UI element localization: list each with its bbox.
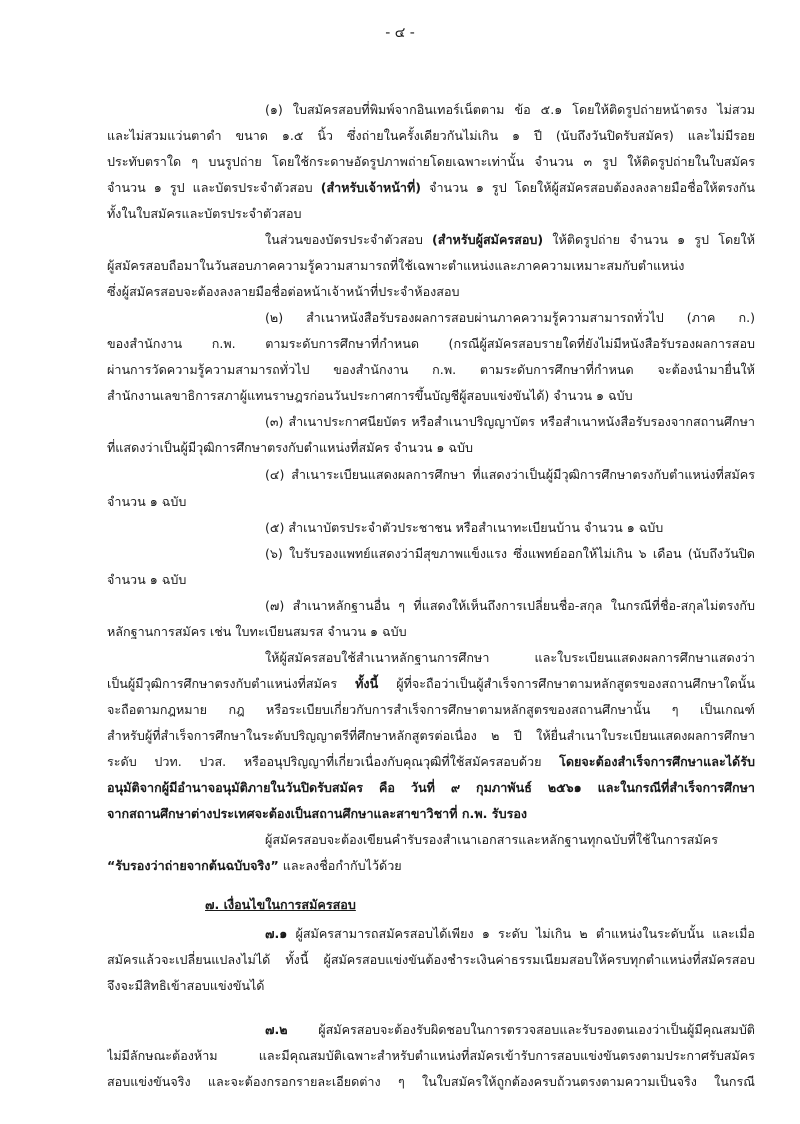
text-segment: (๔) สำเนาระเบียนแสดงผลการศึกษา ที่แสดงว่าเป็นผู้มีวุฒิการศึกษาตรงกับตำแหน่งที่สมัคร — [265, 467, 755, 482]
text-segment: (๒) สำเนาหนังสือรับรองผลการสอบผ่านภาคความรู้ความสามารถทั่วไป (ภาค ก.) — [265, 310, 755, 325]
text-segment: เป็นผู้มีวุฒิการศึกษาตรงกับตำแหน่งที่สมัคร — [107, 676, 356, 691]
text-line — [107, 622, 755, 642]
text-segment: จะถือตามกฎหมาย กฎ หรือระเบียบเกี่ยวกับการสำเร็จการศึกษาตามหลักสูตรของสถานศึกษานั้น ๆ เป็นเกณฑ์ — [107, 702, 755, 717]
bold-text: โดยจะต้องสำเร็จการศึกษาและได้รับ — [559, 754, 755, 769]
text-segment: จึงจะมีสิทธิเข้าสอบแข่งขันได้ — [107, 978, 265, 993]
bold-text: จากสถานศึกษาต่างประเทศจะต้องเป็นสถานศึกษาและสาขาวิชาที่ ก.พ. รับรอง — [107, 806, 528, 821]
text-segment: ทั้งในใบสมัครและบัตรประจำตัวสอบ — [107, 206, 302, 221]
text-segment: หลักฐานการสมัคร เช่น ใบทะเบียนสมรส จำนวน ๑ ฉบับ — [107, 624, 407, 639]
text-line — [107, 700, 755, 720]
text-segment: ผู้สมัครสอบถือมาในวันสอบภาคความรู้ความสามารถที่ใช้เฉพาะตำแหน่งและภาคความเหมาะสมกับตำแหน่ง — [107, 258, 685, 273]
text-line — [107, 178, 755, 198]
text-segment: ของสำนักงาน ก.พ. ตามระดับการศึกษาที่กำหนด (กรณีผู้สมัครสอบรายใดที่ยังไม่มีหนังสือรับรองผลการสอบ — [107, 336, 755, 351]
text-line — [107, 778, 755, 798]
text-segment: ประทับตราใด ๆ บนรูปถ่าย โดยใช้กระดาษอัดรูปภาพถ่ายโดยเฉพาะเท่านั้น จำนวน ๓ รูป ให้ติดรูปถ่ายในใบสมัคร — [107, 154, 755, 169]
heading-underline-text: ๗. เงื่อนไขในการสมัครสอบ — [205, 897, 356, 912]
text-line — [107, 438, 755, 458]
text-segment: ผู้สมัครสอบจะต้องรับผิดชอบในการตรวจสอบและรับรองตนเองว่าเป็นผู้มีคุณสมบัติ — [318, 1022, 755, 1037]
text-line — [107, 360, 755, 380]
text-segment: ในส่วนของบัตรประจำตัวสอบ — [265, 232, 433, 247]
text-segment: ไม่มีลักษณะต้องห้าม และมีคุณสมบัติเฉพาะสำหรับตำแหน่งที่สมัครเข้ารับการสอบแข่งขันตรงตามประกาศรับสมัคร — [107, 1048, 755, 1063]
text-line — [107, 950, 755, 970]
text-segment: จำนวน ๑ ฉบับ — [107, 572, 187, 587]
text-segment: (๑) ใบสมัครสอบที่พิมพ์จากอินเทอร์เน็ตตาม ข้อ ๕.๑ โดยให้ติดรูปถ่ายหน้าตรง ไม่สวม — [265, 102, 755, 117]
text-segment: สมัครแล้วจะเปลี่ยนแปลงไม่ได้ ทั้งนี้ ผู้สมัครสอบแข่งขันต้องชำระเงินค่าธรรมเนียมสอบให้ครบทุกตำแหน่งที่สมัครสอบ — [107, 952, 755, 967]
text-line — [265, 596, 755, 616]
text-segment: ผู้สมัครสามารถสมัครสอบได้เพียง ๑ ระดับ ไม่เกิน ๒ ตำแหน่งในระดับนั้น และเมื่อ — [287, 926, 755, 941]
text-segment: (๖) ใบรับรองแพทย์แสดงว่ามีสุขภาพแข็งแรง ซึ่งแพทย์ออกให้ไม่เกิน ๖ เดือน (นับถึงวันปิด — [265, 546, 755, 561]
bold-text: (สำหรับผู้สมัครสอบ) — [432, 232, 544, 247]
text-line — [107, 204, 755, 224]
text-segment: ซึ่งผู้สมัครสอบจะต้องลงลายมือชื่อต่อหน้าเจ้าหน้าที่ประจำห้องสอบ — [107, 284, 460, 299]
text-line — [265, 830, 755, 850]
text-line — [265, 518, 755, 538]
text-line — [107, 492, 755, 512]
text-line — [107, 152, 755, 172]
text-line — [265, 544, 755, 564]
text-segment: ให้ผู้สมัครสอบใช้สำเนาหลักฐานการศึกษา และใบระเบียนแสดงผลการศึกษาแสดงว่า — [265, 650, 755, 665]
text-segment: ผ่านการวัดความรู้ความสามารถทั่วไป ของสำนักงาน ก.พ. ตามระดับการศึกษาที่กำหนด จะต้องนำมายื่นให้ — [107, 362, 755, 377]
text-segment: (๗) สำเนาหลักฐานอื่น ๆ ที่แสดงให้เห็นถึงการเปลี่ยนชื่อ-สกุล ในกรณีที่ชื่อ-สกุลไม่ตรงกับ — [265, 598, 755, 613]
text-line — [107, 256, 755, 276]
text-line — [265, 1020, 755, 1040]
text-segment: ผู้ที่จะถือว่าเป็นผู้สำเร็จการศึกษาตามหลักสูตรของสถานศึกษาใดนั้น — [378, 676, 755, 691]
text-line — [265, 412, 755, 432]
text-line — [107, 752, 755, 772]
text-line — [107, 976, 755, 996]
text-segment: สำหรับผู้ที่สำเร็จการศึกษาในระดับปริญญาตรีที่ศึกษาหลักสูตรต่อเนื่อง ๒ ปี ให้ยื่นสำเนาใบระเบียนแสดงผลการศึกษา — [107, 728, 755, 743]
text-line — [265, 100, 755, 120]
text-line — [107, 674, 755, 694]
text-line — [265, 924, 755, 944]
text-segment: จำนวน ๑ รูป โดยให้ผู้สมัครสอบต้องลงลายมือชื่อให้ตรงกัน — [421, 180, 755, 195]
text-line — [107, 856, 755, 876]
bold-text: ๗.๑ — [265, 926, 288, 941]
text-segment: จำนวน ๑ รูป และบัตรประจำตัวสอบ — [107, 180, 321, 195]
text-line — [265, 465, 755, 485]
text-line — [107, 804, 755, 824]
page-number: - ๔ - — [385, 25, 415, 41]
text-line — [107, 126, 755, 146]
text-line — [265, 230, 755, 250]
text-line — [265, 308, 755, 328]
bold-text: อนุมัติจากผู้มีอำนาจอนุมัติภายในวันปิดรับสมัคร คือ วันที่ ๙ กุมภาพันธ์ ๒๕๖๑ และในกรณีที่สำเร็จการศึกษา — [107, 780, 755, 795]
text-line — [265, 648, 755, 668]
text-line — [107, 1072, 755, 1092]
text-line — [107, 334, 755, 354]
text-segment: ผู้สมัครสอบจะต้องเขียนคำรับรองสำเนาเอกสารและหลักฐานทุกฉบับที่ใช้ในการสมัคร — [265, 832, 718, 847]
bold-text: ๗.๒ — [265, 1022, 288, 1037]
text-line — [107, 726, 755, 746]
bold-text: (สำหรับเจ้าหน้าที่) — [320, 180, 422, 195]
text-segment: และไม่สวมแว่นตาดำ ขนาด ๑.๕ นิ้ว ซึ่งถ่ายในครั้งเดียวกันไม่เกิน ๑ ปี (นับถึงวันปิดรับสมัคร) และไม่มีรอย — [107, 128, 755, 143]
text-segment: สำนักงานเลขาธิการสภาผู้แทนราษฎรก่อนวันประกาศการขึ้นบัญชีผู้สอบแข่งขันได้) จำนวน ๑ ฉบับ — [107, 388, 633, 403]
text-segment: สอบแข่งขันจริง และจะต้องกรอกรายละเอียดต่าง ๆ ในใบสมัครให้ถูกต้องครบถ้วนตรงตามความเป็นจริง ในกรณี — [107, 1074, 755, 1089]
heading-text — [205, 897, 356, 912]
text-segment: (๓) สำเนาประกาศนียบัตร หรือสำเนาปริญญาบัตร หรือสำเนาหนังสือรับรองจากสถานศึกษา — [265, 414, 755, 429]
text-segment: ที่แสดงว่าเป็นผู้มีวุฒิการศึกษาตรงกับตำแหน่งที่สมัคร จำนวน ๑ ฉบับ — [107, 440, 473, 455]
text-segment: ระดับ ปวท. ปวส. หรืออนุปริญญาที่เกี่ยวเนื่องกับคุณวุฒิที่ใช้สมัครสอบด้วย — [107, 754, 560, 769]
text-segment: จำนวน ๑ ฉบับ — [107, 494, 187, 509]
text-line — [107, 570, 755, 590]
text-segment: (๕) สำเนาบัตรประจำตัวประชาชน หรือสำเนาทะเบียนบ้าน จำนวน ๑ ฉบับ — [265, 520, 664, 535]
bold-text: “รับรองว่าถ่ายจากต้นฉบับจริง” — [107, 858, 279, 873]
text-line — [107, 386, 755, 406]
section-heading — [205, 895, 755, 915]
bold-text: ทั้งนี้ — [355, 676, 379, 691]
text-line — [107, 1046, 755, 1066]
text-line — [107, 282, 755, 302]
text-segment: ให้ติดรูปถ่าย จำนวน ๑ รูป โดยให้ — [543, 232, 755, 247]
text-segment: และลงชื่อกำกับไว้ด้วย — [278, 858, 402, 873]
